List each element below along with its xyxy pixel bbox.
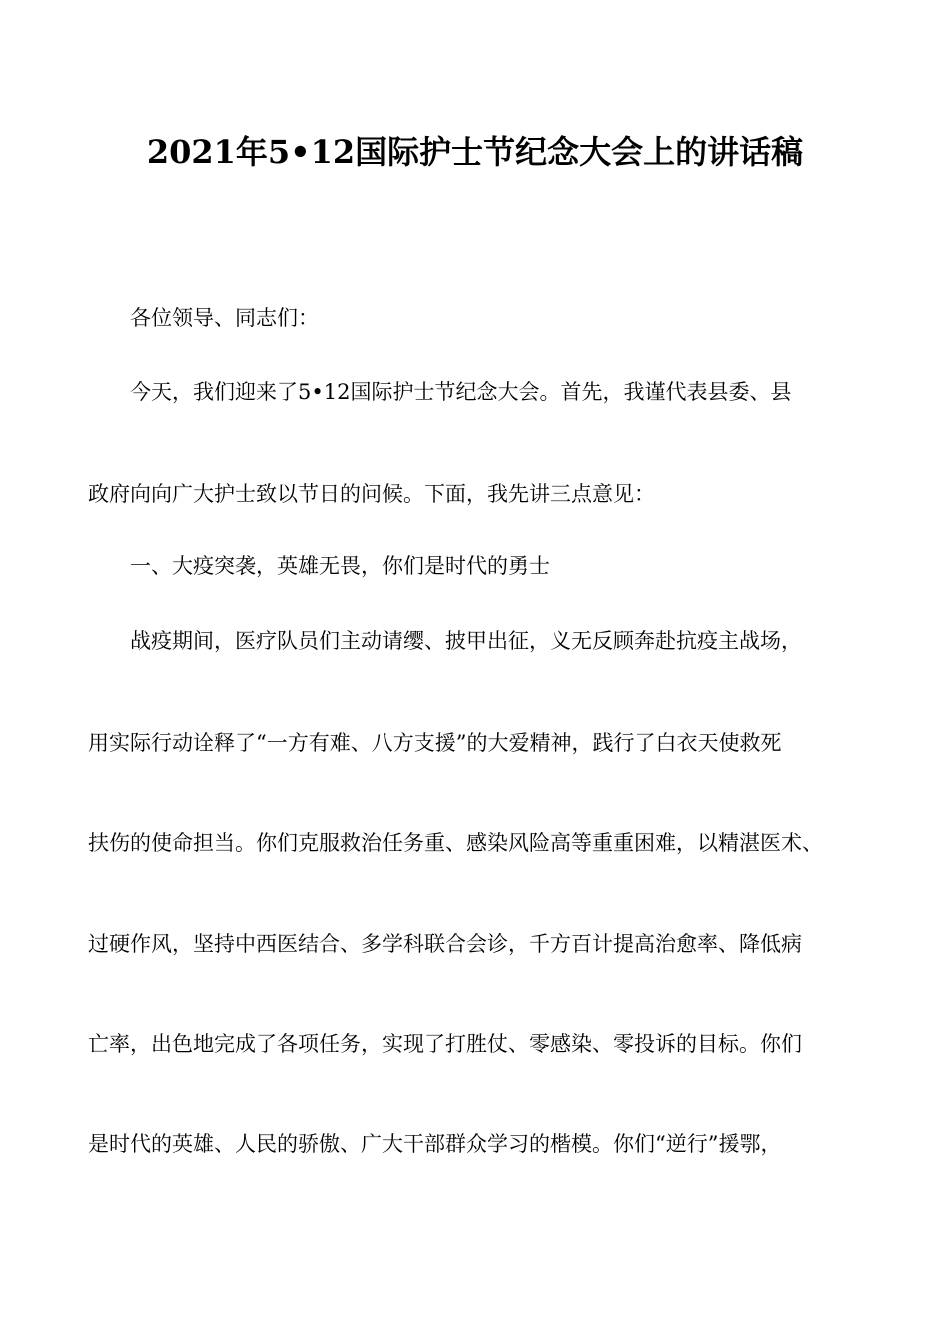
salutation-line: 各位领导、同志们：	[130, 306, 319, 330]
section-heading: 一、大疫突袭，英雄无畏，你们是时代的勇士	[130, 554, 550, 578]
paragraph-line: 今天，我们迎来了5•12国际护士节纪念大会。首先，我谨代表县委、县	[130, 380, 792, 404]
paragraph-line: 是时代的英雄、人民的骄傲、广大干部群众学习的楷模。你们“逆行”援鄂，	[88, 1132, 782, 1156]
paragraph-line: 亡率，出色地完成了各项任务，实现了打胜仗、零感染、零投诉的目标。你们	[88, 1032, 802, 1056]
paragraph-line: 过硬作风，坚持中西医结合、多学科联合会诊，千方百计提高治愈率、降低病	[88, 932, 802, 956]
paragraph-line: 扶伤的使命担当。你们克服救治任务重、感染风险高等重重困难，以精湛医术、	[88, 831, 823, 855]
document-title: 2021年5•12国际护士节纪念大会上的讲话稿	[146, 133, 804, 171]
paragraph-line: 战疫期间，医疗队员们主动请缨、披甲出征，义无反顾奔赴抗疫主战场，	[130, 629, 802, 653]
paragraph-line: 政府向向广大护士致以节日的问候。下面，我先讲三点意见：	[88, 482, 655, 506]
paragraph-line: 用实际行动诠释了“一方有难、八方支援”的大爱精神，践行了白衣天使救死	[88, 731, 782, 755]
